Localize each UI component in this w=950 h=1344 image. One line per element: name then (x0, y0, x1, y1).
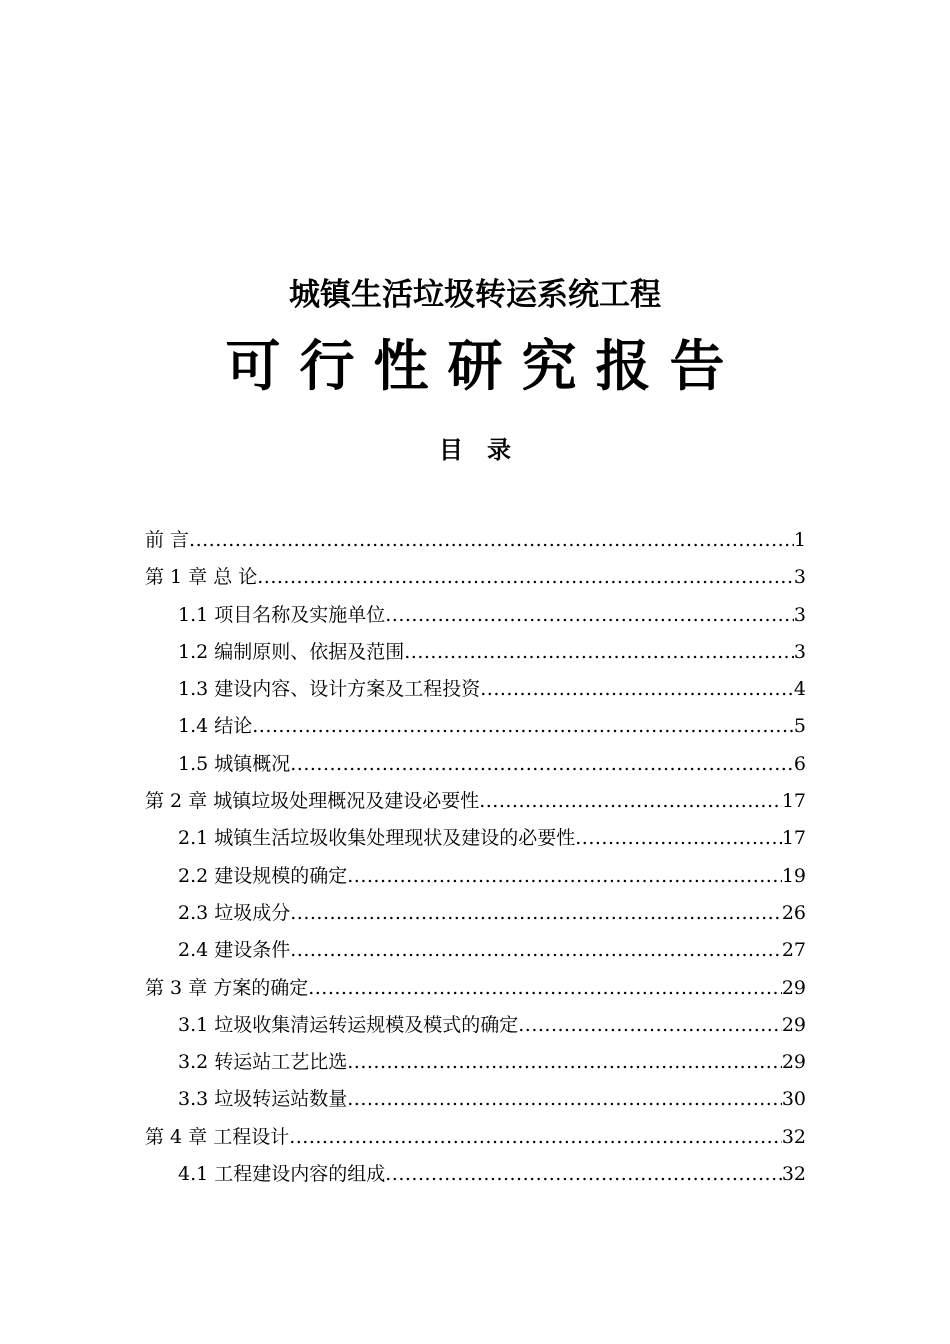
toc-page-number: 29 (781, 976, 806, 999)
toc-page-number: 3 (793, 566, 806, 589)
toc-entry-title: 3.1 垃圾收集清运转运规模及模式的确定 (178, 1013, 519, 1036)
toc-entry[interactable] (145, 932, 806, 969)
toc-page-number: 4 (793, 678, 806, 701)
toc-heading: 目录 (439, 436, 535, 464)
toc-entry-title: 1.5 城镇概况 (178, 752, 291, 775)
toc-dot-leader (290, 895, 782, 932)
toc-dot-leader (347, 1044, 782, 1081)
toc-page-number: 17 (781, 790, 806, 813)
toc-dot-leader (290, 746, 794, 783)
toc-dot-leader (290, 932, 782, 969)
toc-entry-title: 第 1 章 总 论 (145, 566, 258, 589)
document-subtitle: 可行性研究报告 (225, 334, 744, 398)
toc-entry-title: 第 2 章 城镇垃圾处理概况及建设必要性 (145, 790, 480, 813)
toc-dot-leader (385, 597, 794, 634)
toc-dot-leader (347, 1081, 782, 1118)
toc-entry-title: 1.4 结论 (178, 715, 253, 738)
toc-entry[interactable] (145, 1119, 806, 1156)
toc-entry-title: 2.4 建设条件 (178, 939, 291, 962)
toc-dot-leader (385, 1156, 782, 1193)
toc-dot-leader (518, 1007, 782, 1044)
toc-entry-title: 2.3 垃圾成分 (178, 901, 291, 924)
toc-dot-leader (257, 559, 794, 596)
toc-entry[interactable] (145, 820, 806, 857)
toc-page-number: 27 (781, 939, 806, 962)
toc-entry[interactable] (145, 597, 806, 634)
toc-page-number: 30 (781, 1088, 806, 1111)
toc-page-number: 32 (781, 1125, 806, 1148)
toc-entry-title: 1.2 编制原则、依据及范围 (178, 640, 405, 663)
toc-dot-leader (189, 522, 794, 559)
toc-entry[interactable] (145, 783, 806, 820)
toc-page-number: 3 (793, 640, 806, 663)
toc-page-number: 26 (781, 901, 806, 924)
toc-entry-title: 4.1 工程建设内容的组成 (178, 1163, 386, 1186)
toc-page-number: 29 (781, 1013, 806, 1036)
toc-dot-leader (289, 1119, 782, 1156)
toc-entry[interactable] (145, 1044, 806, 1081)
toc-entry[interactable] (145, 708, 806, 745)
toc-entry[interactable] (145, 522, 806, 559)
toc-page-number: 6 (793, 752, 806, 775)
toc-entry[interactable] (145, 559, 806, 596)
document-title: 城镇生活垃圾转运系统工程 (289, 277, 661, 313)
toc-entry-title: 3.3 垃圾转运站数量 (178, 1088, 348, 1111)
toc-page-number: 1 (793, 529, 806, 551)
toc-entry-title: 第 3 章 方案的确定 (145, 976, 309, 999)
toc-entry[interactable] (145, 858, 806, 895)
toc-entry[interactable] (145, 1156, 806, 1193)
toc-dot-leader (479, 783, 782, 820)
toc-dot-leader (308, 970, 782, 1007)
toc-entry-title: 2.2 建设规模的确定 (178, 864, 348, 887)
toc-page-number: 19 (781, 864, 806, 887)
toc-entry-title: 第 4 章 工程设计 (145, 1125, 290, 1148)
toc-page-number: 5 (793, 715, 806, 738)
toc-dot-leader (480, 671, 794, 708)
toc-entry-title: 3.2 转运站工艺比选 (178, 1051, 348, 1074)
toc-entry-title: 1.3 建设内容、设计方案及工程投资 (178, 678, 481, 701)
toc-entry-title: 1.1 项目名称及实施单位 (178, 603, 386, 626)
toc-entry-title: 前 言 (145, 529, 190, 551)
toc-page-number: 29 (781, 1051, 806, 1074)
toc-entry-title: 2.1 城镇生活垃圾收集处理现状及建设的必要性 (178, 827, 576, 850)
toc-dot-leader (347, 858, 782, 895)
toc-entry[interactable] (145, 895, 806, 932)
toc-entry[interactable] (145, 970, 806, 1007)
toc-dot-leader (252, 708, 794, 745)
toc-entry[interactable] (145, 634, 806, 671)
toc-entry[interactable] (145, 1081, 806, 1118)
table-of-contents (145, 522, 806, 1193)
toc-page-number: 3 (793, 603, 806, 626)
toc-entry[interactable] (145, 746, 806, 783)
toc-dot-leader (575, 820, 782, 857)
toc-entry[interactable] (145, 671, 806, 708)
toc-page-number: 17 (781, 827, 806, 850)
toc-page-number: 32 (781, 1163, 806, 1186)
toc-dot-leader (404, 634, 794, 671)
toc-entry[interactable] (145, 1007, 806, 1044)
